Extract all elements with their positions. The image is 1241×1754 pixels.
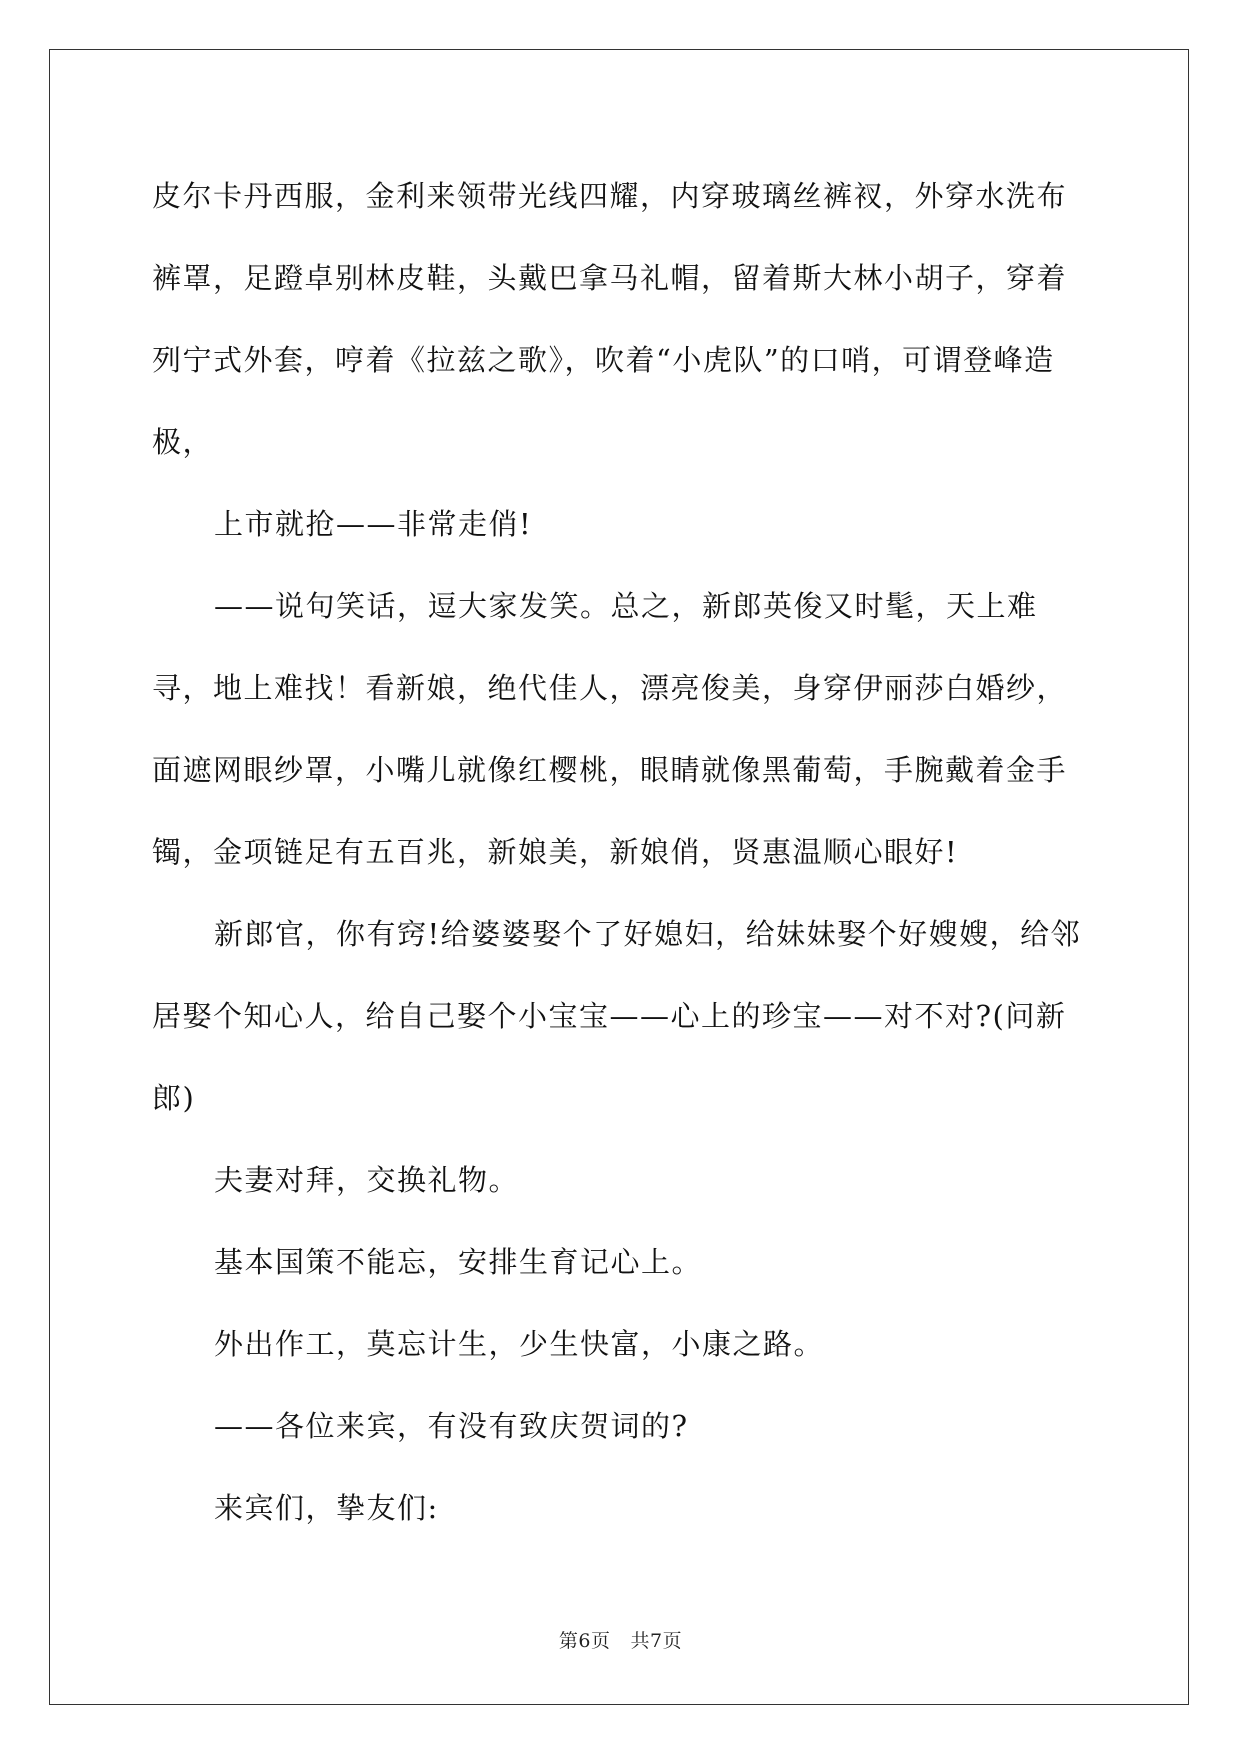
- paragraph: ——各位来宾，有没有致庆贺词的?: [214, 1409, 689, 1443]
- paragraph: 来宾们，挚友们:: [214, 1491, 439, 1525]
- paragraph: 外出作工，莫忘计生，少生快富，小康之路。: [214, 1327, 825, 1361]
- paragraph: 皮尔卡丹西服，金利来领带光线四耀，内穿玻璃丝裤衩，外穿水洗布裤罩，足蹬卓别林皮鞋，头戴巴拿马礼帽，留着斯大林小胡子，穿着列宁式外套，哼着《拉兹之歌》，吹着“小虎队”的口哨，可谓登峰造极，: [152, 179, 1068, 459]
- paragraph: 上市就抢——非常走俏!: [214, 507, 533, 541]
- paragraph: 新郎官，你有窍!给婆婆娶个了好媳妇，给妹妹娶个好嫂嫂，给邻居娶个知心人，给自己娶个小宝宝——心上的珍宝——对不对?(问新郎): [152, 917, 1082, 1115]
- page-number: 第6页: [558, 1630, 611, 1652]
- paragraph: 基本国策不能忘，安排生育记心上。: [214, 1245, 703, 1279]
- paragraph: 夫妻对拜，交换礼物。: [214, 1163, 520, 1197]
- page-footer: [0, 1626, 1241, 1653]
- document-body: [152, 155, 1092, 1549]
- page-total: 共7页: [630, 1630, 683, 1652]
- paragraph: ——说句笑话，逗大家发笑。总之，新郎英俊又时髦，天上难寻，地上难找！看新娘，绝代佳人，漂亮俊美，身穿伊丽莎白婚纱， 面遮网眼纱罩，小嘴儿就像红樱桃，眼睛就像黑葡萄，手腕戴着金手镯，金项链足有五百兆，新娘美，新娘俏，贤惠温顺心眼好!: [152, 589, 1078, 869]
